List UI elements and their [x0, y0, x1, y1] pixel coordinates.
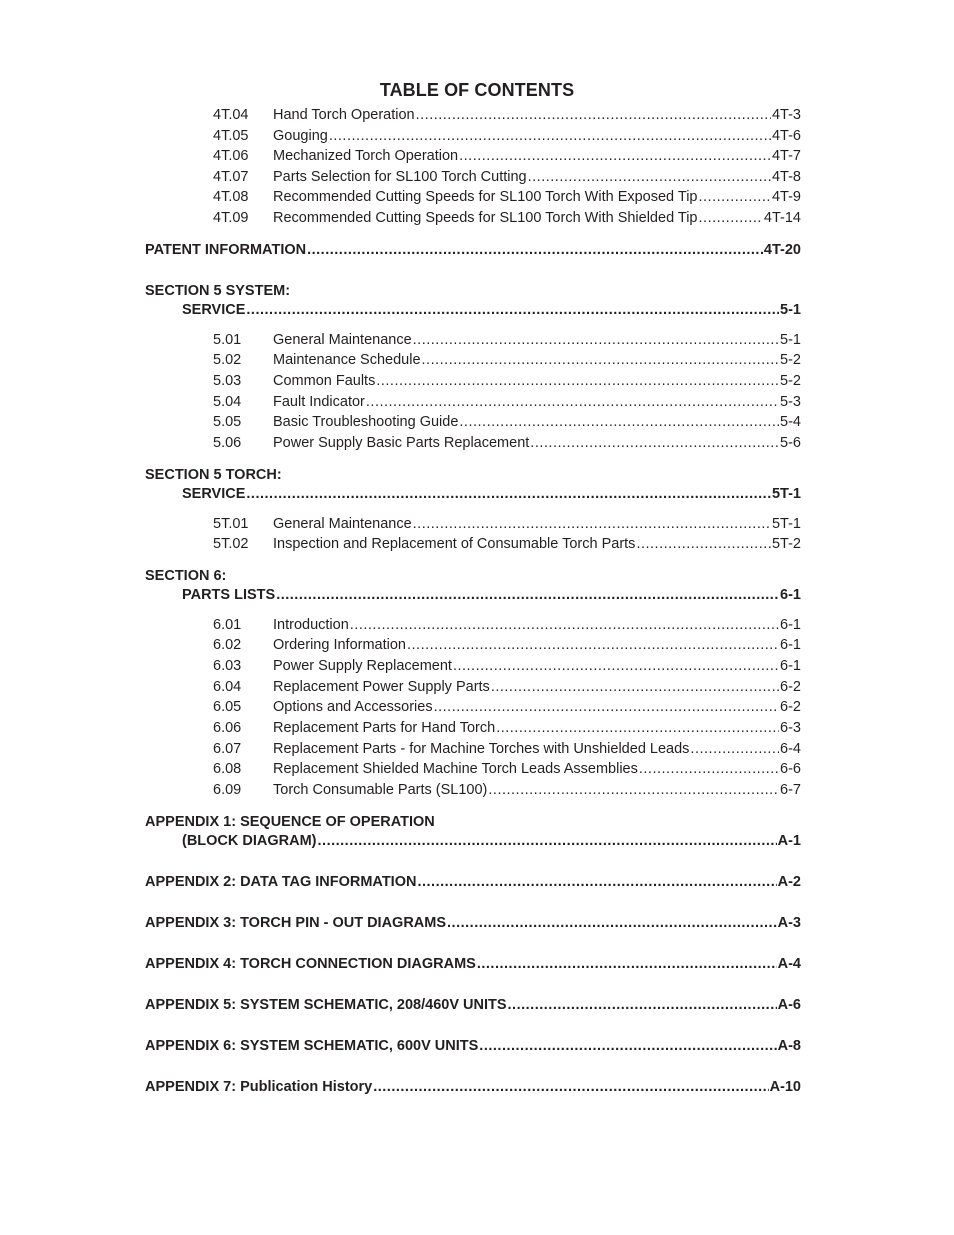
- toc-subentry[interactable]: [213, 167, 801, 187]
- dot-leader: [307, 240, 763, 260]
- toc-number: 6.07: [213, 741, 242, 757]
- toc-number: 5.05: [213, 414, 242, 430]
- toc-title: General Maintenance: [273, 516, 412, 532]
- toc-page-number: A-1: [777, 833, 801, 849]
- toc-title: Hand Torch Operation: [273, 107, 415, 123]
- dot-leader: [329, 126, 771, 146]
- toc-entry[interactable]: [182, 484, 801, 504]
- toc-title: APPENDIX 4: TORCH CONNECTION DIAGRAMS: [145, 956, 476, 972]
- toc-entry[interactable]: [182, 585, 801, 605]
- toc-subentry[interactable]: [213, 105, 801, 125]
- toc-title: APPENDIX 5: SYSTEM SCHEMATIC, 208/460V UNITS: [145, 997, 507, 1013]
- toc-subentry[interactable]: [213, 635, 801, 655]
- toc-entry[interactable]: [145, 913, 801, 933]
- dot-leader: [447, 913, 777, 933]
- toc-title: Power Supply Replacement: [273, 658, 452, 674]
- toc-title: PARTS LISTS: [182, 587, 276, 603]
- toc-title: Inspection and Replacement of Consumable Torch Parts: [273, 536, 636, 552]
- toc-title: Options and Accessories: [273, 699, 433, 715]
- dot-leader: [366, 392, 779, 412]
- toc-subentry[interactable]: [213, 371, 801, 391]
- toc-title: Gouging: [273, 128, 328, 144]
- dot-leader: [413, 514, 771, 534]
- toc-page-number: 6-3: [780, 720, 801, 736]
- toc-title: (BLOCK DIAGRAM): [182, 833, 317, 849]
- toc-page-number: A-2: [777, 874, 801, 890]
- toc-title: SERVICE: [182, 486, 246, 502]
- toc-page-number: 5T-1: [771, 516, 801, 532]
- toc-title: Common Faults: [273, 373, 376, 389]
- toc-page-number: A-10: [769, 1079, 801, 1095]
- toc-title: APPENDIX 1: SEQUENCE OF OPERATION: [145, 814, 435, 830]
- toc-title: APPENDIX 7: Publication History: [145, 1079, 373, 1095]
- toc-title: SECTION 5 TORCH:: [145, 467, 282, 483]
- toc-title: APPENDIX 6: SYSTEM SCHEMATIC, 600V UNITS: [145, 1038, 479, 1054]
- toc-title: Maintenance Schedule: [273, 352, 421, 368]
- toc-subentry[interactable]: [213, 615, 801, 635]
- toc-number: 5T.02: [213, 536, 249, 552]
- toc-title: Recommended Cutting Speeds for SL100 Torch With Shielded Tip: [273, 210, 698, 226]
- toc-subentry[interactable]: [213, 146, 801, 166]
- toc-subentry[interactable]: [213, 187, 801, 207]
- toc-number: 5.06: [213, 435, 242, 451]
- toc-section-heading: [145, 465, 282, 485]
- toc-entry[interactable]: [145, 1077, 801, 1097]
- toc-number: 6.01: [213, 617, 242, 633]
- toc-title: Ordering Information: [273, 637, 406, 653]
- dot-leader: [416, 105, 771, 125]
- toc-subentry[interactable]: [213, 412, 801, 432]
- toc-title: Replacement Shielded Machine Torch Leads Assemblies: [273, 761, 638, 777]
- dot-leader: [496, 718, 779, 738]
- dot-leader: [699, 187, 771, 207]
- toc-subentry[interactable]: [213, 677, 801, 697]
- dot-leader: [417, 872, 776, 892]
- toc-number: 5.02: [213, 352, 242, 368]
- toc-section-heading: [145, 281, 290, 301]
- toc-entry[interactable]: [182, 300, 801, 320]
- toc-page-number: 4T-9: [771, 189, 801, 205]
- toc-section-heading: [145, 566, 226, 586]
- dot-leader: [422, 350, 780, 370]
- dot-leader: [350, 615, 779, 635]
- toc-number: 6.02: [213, 637, 242, 653]
- toc-page-number: 4T-8: [771, 169, 801, 185]
- toc-subentry[interactable]: [213, 433, 801, 453]
- dot-leader: [636, 534, 771, 554]
- toc-title: SECTION 5 SYSTEM:: [145, 283, 291, 299]
- dot-leader: [413, 330, 779, 350]
- dot-leader: [453, 656, 779, 676]
- dot-leader: [376, 371, 779, 391]
- dot-leader: [491, 677, 779, 697]
- toc-page-number: A-3: [777, 915, 801, 931]
- dot-leader: [373, 1077, 768, 1097]
- toc-number: 6.09: [213, 782, 242, 798]
- toc-subentry[interactable]: [213, 718, 801, 738]
- toc-entry[interactable]: [182, 831, 801, 851]
- toc-title: Power Supply Basic Parts Replacement: [273, 435, 530, 451]
- page-title: TABLE OF CONTENTS: [379, 80, 575, 100]
- dot-leader: [488, 780, 779, 800]
- toc-page-number: 5-4: [780, 414, 801, 430]
- toc-page-number: 5T-1: [771, 486, 801, 502]
- dot-leader: [246, 484, 771, 504]
- toc-title: Basic Troubleshooting Guide: [273, 414, 459, 430]
- toc-subentry[interactable]: [213, 739, 801, 759]
- toc-page-number: 5-6: [780, 435, 801, 451]
- toc-number: 6.05: [213, 699, 242, 715]
- toc-page-number: 5-2: [780, 352, 801, 368]
- dot-leader: [530, 433, 779, 453]
- dot-leader: [479, 1036, 776, 1056]
- dot-leader: [639, 759, 779, 779]
- toc-subentry[interactable]: [213, 330, 801, 350]
- toc-number: 5.04: [213, 394, 242, 410]
- toc-subentry[interactable]: [213, 350, 801, 370]
- toc-title: Replacement Parts - for Machine Torches with Unshielded Leads: [273, 741, 690, 757]
- toc-number: 5.03: [213, 373, 242, 389]
- toc-entry[interactable]: [145, 954, 801, 974]
- toc-subentry[interactable]: [213, 392, 801, 412]
- toc-title: Recommended Cutting Speeds for SL100 Torch With Exposed Tip: [273, 189, 698, 205]
- toc-number: 6.04: [213, 679, 242, 695]
- toc-page-number: 6-6: [780, 761, 801, 777]
- toc-number: 6.03: [213, 658, 242, 674]
- toc-page-number: 6-1: [780, 587, 801, 603]
- toc-page-number: 6-1: [780, 617, 801, 633]
- dot-leader: [690, 739, 779, 759]
- toc-page-number: A-4: [777, 956, 801, 972]
- toc-subentry[interactable]: [213, 780, 801, 800]
- dot-leader: [276, 585, 779, 605]
- toc-page-number: 5-2: [780, 373, 801, 389]
- toc-page-number: 6-1: [780, 658, 801, 674]
- toc-number: 4T.04: [213, 107, 249, 123]
- toc-page-number: A-6: [777, 997, 801, 1013]
- toc-number: 4T.07: [213, 169, 249, 185]
- toc-page-number: 6-7: [780, 782, 801, 798]
- toc-title: APPENDIX 2: DATA TAG INFORMATION: [145, 874, 417, 890]
- dot-leader: [459, 412, 779, 432]
- toc-page-number: 6-2: [780, 679, 801, 695]
- toc-page-number: 4T-20: [763, 242, 801, 258]
- toc-number: 6.06: [213, 720, 242, 736]
- toc-subentry[interactable]: [213, 697, 801, 717]
- dot-leader: [528, 167, 771, 187]
- toc-number: 4T.09: [213, 210, 249, 226]
- toc-number: 4T.06: [213, 148, 249, 164]
- dot-leader: [318, 831, 777, 851]
- toc-subentry[interactable]: [213, 208, 801, 228]
- toc-page-number: 6-1: [780, 637, 801, 653]
- dot-leader: [407, 635, 779, 655]
- toc-number: 5T.01: [213, 516, 249, 532]
- toc-title: APPENDIX 3: TORCH PIN - OUT DIAGRAMS: [145, 915, 447, 931]
- toc-page-number: 4T-7: [771, 148, 801, 164]
- toc-page-number: A-8: [777, 1038, 801, 1054]
- toc-title: Mechanized Torch Operation: [273, 148, 459, 164]
- toc-entry[interactable]: [145, 872, 801, 892]
- toc-page-number: 5-3: [780, 394, 801, 410]
- dot-leader: [459, 146, 771, 166]
- toc-entry[interactable]: [145, 240, 801, 260]
- toc-page-number: 6-2: [780, 699, 801, 715]
- toc-page-number: 4T-14: [763, 210, 801, 226]
- toc-page-number: 4T-3: [771, 107, 801, 123]
- toc-subentry[interactable]: [213, 534, 801, 554]
- toc-title: Replacement Power Supply Parts: [273, 679, 490, 695]
- toc-entry[interactable]: [145, 995, 801, 1015]
- toc-subentry[interactable]: [213, 514, 801, 534]
- toc-page-number: 5T-2: [771, 536, 801, 552]
- toc-title: Parts Selection for SL100 Torch Cutting: [273, 169, 527, 185]
- toc-page-number: 5-1: [780, 302, 801, 318]
- dot-leader: [477, 954, 777, 974]
- toc-number: 6.08: [213, 761, 242, 777]
- toc-entry[interactable]: [145, 1036, 801, 1056]
- toc-title: PATENT INFORMATION: [145, 242, 307, 258]
- toc-number: 5.01: [213, 332, 242, 348]
- dot-leader: [434, 697, 779, 717]
- toc-title: General Maintenance: [273, 332, 412, 348]
- toc-number: 4T.05: [213, 128, 249, 144]
- toc-number: 4T.08: [213, 189, 249, 205]
- toc-page-number: 5-1: [780, 332, 801, 348]
- toc-title: Replacement Parts for Hand Torch: [273, 720, 496, 736]
- dot-leader: [699, 208, 763, 228]
- toc-title: Torch Consumable Parts (SL100): [273, 782, 488, 798]
- dot-leader: [246, 300, 779, 320]
- toc-title: SERVICE: [182, 302, 246, 318]
- toc-page-number: 4T-6: [771, 128, 801, 144]
- toc-subentry[interactable]: [213, 656, 801, 676]
- toc-subentry[interactable]: [213, 126, 801, 146]
- toc-title: SECTION 6:: [145, 568, 227, 584]
- toc-subentry[interactable]: [213, 759, 801, 779]
- toc-page-number: 6-4: [780, 741, 801, 757]
- dot-leader: [508, 995, 777, 1015]
- toc-section-heading: [145, 812, 435, 832]
- toc-title: Fault Indicator: [273, 394, 365, 410]
- toc-title: Introduction: [273, 617, 349, 633]
